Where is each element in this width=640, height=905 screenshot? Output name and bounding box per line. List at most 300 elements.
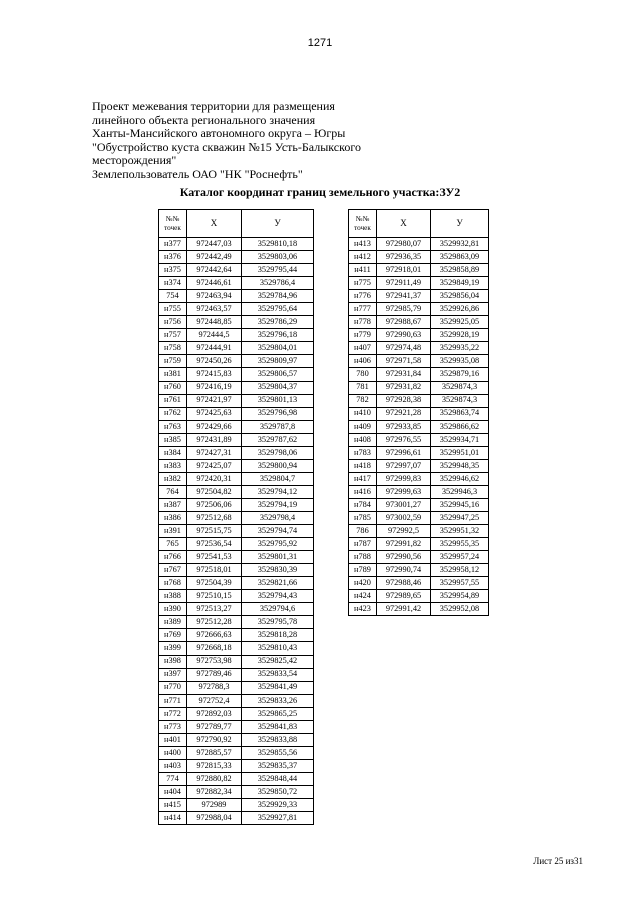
point-number-cell: н385 bbox=[159, 433, 187, 446]
x-coordinate-cell: 972429,66 bbox=[187, 420, 242, 433]
y-coordinate-cell: 3529863,74 bbox=[431, 407, 489, 420]
y-coordinate-cell: 3529879,16 bbox=[431, 368, 489, 381]
y-coordinate-cell: 3529863,09 bbox=[431, 251, 489, 264]
x-coordinate-cell: 972918,01 bbox=[377, 264, 431, 277]
point-number-cell: 774 bbox=[159, 772, 187, 785]
y-coordinate-cell: 3529795,78 bbox=[242, 616, 314, 629]
y-coordinate-cell: 3529874,3 bbox=[431, 394, 489, 407]
column-header-point-number bbox=[159, 210, 187, 238]
y-coordinate-cell: 3529804,37 bbox=[242, 381, 314, 394]
y-coordinate-cell: 3529796,18 bbox=[242, 329, 314, 342]
x-coordinate-cell: 972788,3 bbox=[187, 681, 242, 694]
point-number-cell: н387 bbox=[159, 498, 187, 511]
point-number-cell: н768 bbox=[159, 577, 187, 590]
y-coordinate-cell: 3529952,08 bbox=[431, 603, 489, 616]
table-row bbox=[159, 538, 314, 551]
y-coordinate-cell: 3529874,3 bbox=[431, 381, 489, 394]
table-row bbox=[159, 525, 314, 538]
x-coordinate-cell: 972442,64 bbox=[187, 264, 242, 277]
table-row bbox=[159, 329, 314, 342]
table-row bbox=[159, 799, 314, 812]
table-row bbox=[349, 564, 489, 577]
table-row bbox=[349, 238, 489, 251]
x-coordinate-cell: 972999,83 bbox=[377, 472, 431, 485]
table-row bbox=[159, 238, 314, 251]
x-coordinate-cell: 972999,63 bbox=[377, 485, 431, 498]
x-coordinate-cell: 972988,04 bbox=[187, 812, 242, 825]
column-header-points-word: точек bbox=[164, 223, 181, 232]
point-number-cell: н382 bbox=[159, 472, 187, 485]
y-coordinate-cell: 3529801,31 bbox=[242, 551, 314, 564]
table-row bbox=[349, 459, 489, 472]
x-coordinate-cell: 972790,92 bbox=[187, 733, 242, 746]
point-number-cell: н763 bbox=[159, 420, 187, 433]
table-row bbox=[349, 525, 489, 538]
x-coordinate-cell: 972941,37 bbox=[377, 290, 431, 303]
x-coordinate-cell: 972990,74 bbox=[377, 564, 431, 577]
table-row bbox=[349, 329, 489, 342]
y-coordinate-cell: 3529784,96 bbox=[242, 290, 314, 303]
y-coordinate-cell: 3529841,49 bbox=[242, 681, 314, 694]
y-coordinate-cell: 3529798,4 bbox=[242, 511, 314, 524]
y-coordinate-cell: 3529798,06 bbox=[242, 446, 314, 459]
x-coordinate-cell: 972504,82 bbox=[187, 485, 242, 498]
point-number-cell: н785 bbox=[349, 511, 377, 524]
point-number-cell: н777 bbox=[349, 303, 377, 316]
table-row bbox=[159, 668, 314, 681]
table-header-row bbox=[349, 210, 489, 238]
x-coordinate-cell: 972989 bbox=[187, 799, 242, 812]
x-coordinate-cell: 972541,53 bbox=[187, 551, 242, 564]
x-coordinate-cell: 972515,75 bbox=[187, 525, 242, 538]
x-coordinate-cell: 972513,27 bbox=[187, 603, 242, 616]
project-header bbox=[92, 100, 412, 182]
y-coordinate-cell: 3529825,42 bbox=[242, 655, 314, 668]
y-coordinate-cell: 3529948,35 bbox=[431, 459, 489, 472]
y-coordinate-cell: 3529833,54 bbox=[242, 668, 314, 681]
table-row bbox=[349, 420, 489, 433]
y-coordinate-cell: 3529796,98 bbox=[242, 407, 314, 420]
y-coordinate-cell: 3529830,39 bbox=[242, 564, 314, 577]
x-coordinate-cell: 973002,59 bbox=[377, 511, 431, 524]
point-number-cell: н376 bbox=[159, 251, 187, 264]
x-coordinate-cell: 972512,28 bbox=[187, 616, 242, 629]
point-number-cell: н784 bbox=[349, 498, 377, 511]
table-row bbox=[159, 577, 314, 590]
point-number-cell: н424 bbox=[349, 590, 377, 603]
x-coordinate-cell: 972911,49 bbox=[377, 277, 431, 290]
point-number-cell: н381 bbox=[159, 368, 187, 381]
y-coordinate-cell: 3529856,04 bbox=[431, 290, 489, 303]
y-coordinate-cell: 3529806,57 bbox=[242, 368, 314, 381]
point-number-cell: н788 bbox=[349, 551, 377, 564]
table-row bbox=[159, 720, 314, 733]
y-coordinate-cell: 3529810,43 bbox=[242, 642, 314, 655]
header-line: месторождения" bbox=[92, 153, 177, 168]
point-number-cell: н761 bbox=[159, 394, 187, 407]
table-row bbox=[159, 629, 314, 642]
y-coordinate-cell: 3529794,43 bbox=[242, 590, 314, 603]
header-line: Проект межевания территории для размещения bbox=[92, 99, 335, 113]
y-coordinate-cell: 3529833,88 bbox=[242, 733, 314, 746]
y-coordinate-cell: 3529786,29 bbox=[242, 316, 314, 329]
x-coordinate-cell: 972933,85 bbox=[377, 420, 431, 433]
table-row bbox=[159, 459, 314, 472]
point-number-cell: н409 bbox=[349, 420, 377, 433]
point-number-cell: н417 bbox=[349, 472, 377, 485]
y-coordinate-cell: 3529935,22 bbox=[431, 342, 489, 355]
y-coordinate-cell: 3529946,3 bbox=[431, 485, 489, 498]
table-row bbox=[349, 511, 489, 524]
column-header-x: X bbox=[377, 210, 431, 238]
header-line: линейного объекта регионального значения bbox=[92, 112, 316, 127]
y-coordinate-cell: 3529925,05 bbox=[431, 316, 489, 329]
table-row bbox=[349, 603, 489, 616]
table-row bbox=[159, 551, 314, 564]
table-row bbox=[159, 303, 314, 316]
header-line: Ханты-Мансийского автономного округа – Югры bbox=[92, 126, 346, 141]
point-number-cell: н403 bbox=[159, 759, 187, 772]
point-number-cell: н414 bbox=[159, 812, 187, 825]
table-row bbox=[349, 590, 489, 603]
x-coordinate-cell: 972974,48 bbox=[377, 342, 431, 355]
y-coordinate-cell: 3529794,19 bbox=[242, 498, 314, 511]
table-row bbox=[349, 290, 489, 303]
table-row bbox=[159, 394, 314, 407]
point-number-cell: н759 bbox=[159, 355, 187, 368]
table-row bbox=[349, 485, 489, 498]
x-coordinate-cell: 972892,03 bbox=[187, 707, 242, 720]
table-row bbox=[159, 251, 314, 264]
x-coordinate-cell: 972444,5 bbox=[187, 329, 242, 342]
x-coordinate-cell: 972815,33 bbox=[187, 759, 242, 772]
point-number-cell: н418 bbox=[349, 459, 377, 472]
table-row bbox=[159, 694, 314, 707]
point-number-cell: н771 bbox=[159, 694, 187, 707]
y-coordinate-cell: 3529818,28 bbox=[242, 629, 314, 642]
y-coordinate-cell: 3529946,62 bbox=[431, 472, 489, 485]
y-coordinate-cell: 3529810,18 bbox=[242, 238, 314, 251]
table-row bbox=[349, 316, 489, 329]
x-coordinate-cell: 972980,07 bbox=[377, 238, 431, 251]
point-number-cell: н386 bbox=[159, 511, 187, 524]
table-row bbox=[159, 759, 314, 772]
point-number-cell: н399 bbox=[159, 642, 187, 655]
y-coordinate-cell: 3529951,01 bbox=[431, 446, 489, 459]
x-coordinate-cell: 972421,97 bbox=[187, 394, 242, 407]
x-coordinate-cell: 972447,03 bbox=[187, 238, 242, 251]
point-number-cell: н384 bbox=[159, 446, 187, 459]
x-coordinate-cell: 972789,46 bbox=[187, 668, 242, 681]
table-header-row bbox=[159, 210, 314, 238]
point-number-cell: 754 bbox=[159, 290, 187, 303]
point-number-cell: н783 bbox=[349, 446, 377, 459]
x-coordinate-cell: 972921,28 bbox=[377, 407, 431, 420]
y-coordinate-cell: 3529850,72 bbox=[242, 785, 314, 798]
table-row bbox=[159, 264, 314, 277]
x-coordinate-cell: 972427,31 bbox=[187, 446, 242, 459]
y-coordinate-cell: 3529794,12 bbox=[242, 485, 314, 498]
point-number-cell: н406 bbox=[349, 355, 377, 368]
y-coordinate-cell: 3529934,71 bbox=[431, 433, 489, 446]
x-coordinate-cell: 972988,46 bbox=[377, 577, 431, 590]
x-coordinate-cell: 972420,31 bbox=[187, 472, 242, 485]
x-coordinate-cell: 972928,38 bbox=[377, 394, 431, 407]
point-number-cell: н377 bbox=[159, 238, 187, 251]
x-coordinate-cell: 972992,5 bbox=[377, 525, 431, 538]
point-number-cell: н398 bbox=[159, 655, 187, 668]
y-coordinate-cell: 3529849,19 bbox=[431, 277, 489, 290]
table-row bbox=[159, 707, 314, 720]
x-coordinate-cell: 972448,85 bbox=[187, 316, 242, 329]
point-number-cell: н773 bbox=[159, 720, 187, 733]
point-number-cell: н423 bbox=[349, 603, 377, 616]
y-coordinate-cell: 3529795,92 bbox=[242, 538, 314, 551]
point-number-cell: н778 bbox=[349, 316, 377, 329]
coordinates-table-left bbox=[158, 209, 314, 825]
y-coordinate-cell: 3529795,64 bbox=[242, 303, 314, 316]
point-number-cell: н416 bbox=[349, 485, 377, 498]
x-coordinate-cell: 972885,57 bbox=[187, 746, 242, 759]
point-number-cell: н776 bbox=[349, 290, 377, 303]
x-coordinate-cell: 972985,79 bbox=[377, 303, 431, 316]
point-number-cell: н400 bbox=[159, 746, 187, 759]
y-coordinate-cell: 3529957,55 bbox=[431, 577, 489, 590]
x-coordinate-cell: 972882,34 bbox=[187, 785, 242, 798]
table-row bbox=[349, 407, 489, 420]
point-number-cell: н757 bbox=[159, 329, 187, 342]
table-row bbox=[159, 381, 314, 394]
column-header-y: У bbox=[431, 210, 489, 238]
table-row bbox=[349, 303, 489, 316]
point-number-cell: н758 bbox=[159, 342, 187, 355]
x-coordinate-cell: 972504,39 bbox=[187, 577, 242, 590]
table-row bbox=[159, 681, 314, 694]
y-coordinate-cell: 3529787,62 bbox=[242, 433, 314, 446]
x-coordinate-cell: 972431,89 bbox=[187, 433, 242, 446]
point-number-cell: н762 bbox=[159, 407, 187, 420]
column-header-number-sign: №№ bbox=[355, 214, 370, 223]
point-number-cell: н755 bbox=[159, 303, 187, 316]
table-row bbox=[349, 538, 489, 551]
x-coordinate-cell: 972753,98 bbox=[187, 655, 242, 668]
x-coordinate-cell: 972971,58 bbox=[377, 355, 431, 368]
table-row bbox=[349, 433, 489, 446]
x-coordinate-cell: 972752,4 bbox=[187, 694, 242, 707]
point-number-cell: 786 bbox=[349, 525, 377, 538]
header-line: "Обустройство куста скважин №15 Усть-Балыкского bbox=[92, 139, 361, 154]
coordinates-table-right bbox=[348, 209, 489, 616]
x-coordinate-cell: 972668,18 bbox=[187, 642, 242, 655]
x-coordinate-cell: 972518,01 bbox=[187, 564, 242, 577]
table-row bbox=[159, 616, 314, 629]
point-number-cell: н787 bbox=[349, 538, 377, 551]
column-header-number-sign: №№ bbox=[165, 214, 180, 223]
table-row bbox=[349, 355, 489, 368]
column-header-y: У bbox=[242, 210, 314, 238]
point-number-cell: н404 bbox=[159, 785, 187, 798]
point-number-cell: н411 bbox=[349, 264, 377, 277]
table-row bbox=[159, 733, 314, 746]
x-coordinate-cell: 972446,61 bbox=[187, 277, 242, 290]
table-row bbox=[159, 290, 314, 303]
x-coordinate-cell: 972990,63 bbox=[377, 329, 431, 342]
table-row bbox=[159, 277, 314, 290]
y-coordinate-cell: 3529945,16 bbox=[431, 498, 489, 511]
catalog-title: Каталог координат границ земельного участка:ЗУ2 bbox=[179, 185, 461, 199]
x-coordinate-cell: 972990,56 bbox=[377, 551, 431, 564]
point-number-cell: н766 bbox=[159, 551, 187, 564]
table-row bbox=[349, 342, 489, 355]
x-coordinate-cell: 972880,82 bbox=[187, 772, 242, 785]
y-coordinate-cell: 3529801,13 bbox=[242, 394, 314, 407]
x-coordinate-cell: 972936,35 bbox=[377, 251, 431, 264]
point-number-cell: н767 bbox=[159, 564, 187, 577]
x-coordinate-cell: 972415,83 bbox=[187, 368, 242, 381]
x-coordinate-cell: 972666,63 bbox=[187, 629, 242, 642]
x-coordinate-cell: 972510,15 bbox=[187, 590, 242, 603]
table-row bbox=[159, 746, 314, 759]
y-coordinate-cell: 3529955,35 bbox=[431, 538, 489, 551]
y-coordinate-cell: 3529932,81 bbox=[431, 238, 489, 251]
x-coordinate-cell: 972463,57 bbox=[187, 303, 242, 316]
table-row bbox=[159, 433, 314, 446]
x-coordinate-cell: 972989,65 bbox=[377, 590, 431, 603]
point-number-cell: н374 bbox=[159, 277, 187, 290]
point-number-cell: н391 bbox=[159, 525, 187, 538]
x-coordinate-cell: 972991,42 bbox=[377, 603, 431, 616]
table-row bbox=[159, 316, 314, 329]
point-number-cell: н407 bbox=[349, 342, 377, 355]
y-coordinate-cell: 3529958,12 bbox=[431, 564, 489, 577]
table-row bbox=[159, 564, 314, 577]
x-coordinate-cell: 972442,49 bbox=[187, 251, 242, 264]
x-coordinate-cell: 972997,07 bbox=[377, 459, 431, 472]
y-coordinate-cell: 3529833,26 bbox=[242, 694, 314, 707]
x-coordinate-cell: 972536,54 bbox=[187, 538, 242, 551]
point-number-cell: н779 bbox=[349, 329, 377, 342]
table-row bbox=[159, 485, 314, 498]
point-number-cell: 765 bbox=[159, 538, 187, 551]
y-coordinate-cell: 3529800,94 bbox=[242, 459, 314, 472]
column-header-points-word: точек bbox=[354, 223, 371, 232]
y-coordinate-cell: 3529929,33 bbox=[242, 799, 314, 812]
table-row bbox=[159, 785, 314, 798]
header-line: Землепользователь ОАО "НК "Роснефть" bbox=[92, 166, 303, 181]
table-row bbox=[349, 472, 489, 485]
point-number-cell: н410 bbox=[349, 407, 377, 420]
y-coordinate-cell: 3529866,62 bbox=[431, 420, 489, 433]
table-row bbox=[349, 381, 489, 394]
y-coordinate-cell: 3529848,44 bbox=[242, 772, 314, 785]
y-coordinate-cell: 3529787,8 bbox=[242, 420, 314, 433]
table-row bbox=[159, 603, 314, 616]
table-row bbox=[349, 498, 489, 511]
x-coordinate-cell: 972988,67 bbox=[377, 316, 431, 329]
table-row bbox=[349, 277, 489, 290]
table-row bbox=[349, 251, 489, 264]
point-number-cell: н420 bbox=[349, 577, 377, 590]
y-coordinate-cell: 3529804,7 bbox=[242, 472, 314, 485]
y-coordinate-cell: 3529803,06 bbox=[242, 251, 314, 264]
point-number-cell: н383 bbox=[159, 459, 187, 472]
point-number-cell: н772 bbox=[159, 707, 187, 720]
point-number-cell: н375 bbox=[159, 264, 187, 277]
y-coordinate-cell: 3529821,66 bbox=[242, 577, 314, 590]
point-number-cell: 764 bbox=[159, 485, 187, 498]
point-number-cell: н389 bbox=[159, 616, 187, 629]
table-row bbox=[349, 394, 489, 407]
column-header-point-number bbox=[349, 210, 377, 238]
table-row bbox=[159, 407, 314, 420]
y-coordinate-cell: 3529858,89 bbox=[431, 264, 489, 277]
y-coordinate-cell: 3529927,81 bbox=[242, 812, 314, 825]
point-number-cell: н412 bbox=[349, 251, 377, 264]
x-coordinate-cell: 972450,26 bbox=[187, 355, 242, 368]
x-coordinate-cell: 972463,94 bbox=[187, 290, 242, 303]
y-coordinate-cell: 3529835,37 bbox=[242, 759, 314, 772]
x-coordinate-cell: 972931,84 bbox=[377, 368, 431, 381]
x-coordinate-cell: 972416,19 bbox=[187, 381, 242, 394]
point-number-cell: 781 bbox=[349, 381, 377, 394]
y-coordinate-cell: 3529809,97 bbox=[242, 355, 314, 368]
point-number-cell: н789 bbox=[349, 564, 377, 577]
y-coordinate-cell: 3529954,89 bbox=[431, 590, 489, 603]
point-number-cell: 780 bbox=[349, 368, 377, 381]
table-row bbox=[159, 420, 314, 433]
column-header-x: X bbox=[187, 210, 242, 238]
x-coordinate-cell: 973001,27 bbox=[377, 498, 431, 511]
x-coordinate-cell: 972976,55 bbox=[377, 433, 431, 446]
y-coordinate-cell: 3529794,6 bbox=[242, 603, 314, 616]
point-number-cell: н397 bbox=[159, 668, 187, 681]
point-number-cell: н770 bbox=[159, 681, 187, 694]
table-row bbox=[159, 590, 314, 603]
table-row bbox=[159, 812, 314, 825]
table-row bbox=[159, 342, 314, 355]
table-row bbox=[159, 655, 314, 668]
table-row bbox=[349, 264, 489, 277]
y-coordinate-cell: 3529947,25 bbox=[431, 511, 489, 524]
table-row bbox=[159, 368, 314, 381]
y-coordinate-cell: 3529841,83 bbox=[242, 720, 314, 733]
table-row bbox=[349, 368, 489, 381]
table-row bbox=[159, 772, 314, 785]
x-coordinate-cell: 972444,91 bbox=[187, 342, 242, 355]
table-row bbox=[159, 642, 314, 655]
table-row bbox=[159, 355, 314, 368]
point-number-cell: 782 bbox=[349, 394, 377, 407]
table-row bbox=[349, 446, 489, 459]
sheet-number: Лист 25 из31 bbox=[533, 856, 583, 866]
y-coordinate-cell: 3529926,86 bbox=[431, 303, 489, 316]
x-coordinate-cell: 972425,07 bbox=[187, 459, 242, 472]
x-coordinate-cell: 972512,68 bbox=[187, 511, 242, 524]
point-number-cell: н408 bbox=[349, 433, 377, 446]
page-number: 1271 bbox=[307, 37, 333, 49]
point-number-cell: н413 bbox=[349, 238, 377, 251]
point-number-cell: н760 bbox=[159, 381, 187, 394]
y-coordinate-cell: 3529804,01 bbox=[242, 342, 314, 355]
point-number-cell: н769 bbox=[159, 629, 187, 642]
table-row bbox=[349, 551, 489, 564]
x-coordinate-cell: 972506,06 bbox=[187, 498, 242, 511]
y-coordinate-cell: 3529865,25 bbox=[242, 707, 314, 720]
x-coordinate-cell: 972931,82 bbox=[377, 381, 431, 394]
y-coordinate-cell: 3529957,24 bbox=[431, 551, 489, 564]
y-coordinate-cell: 3529855,56 bbox=[242, 746, 314, 759]
x-coordinate-cell: 972425,63 bbox=[187, 407, 242, 420]
